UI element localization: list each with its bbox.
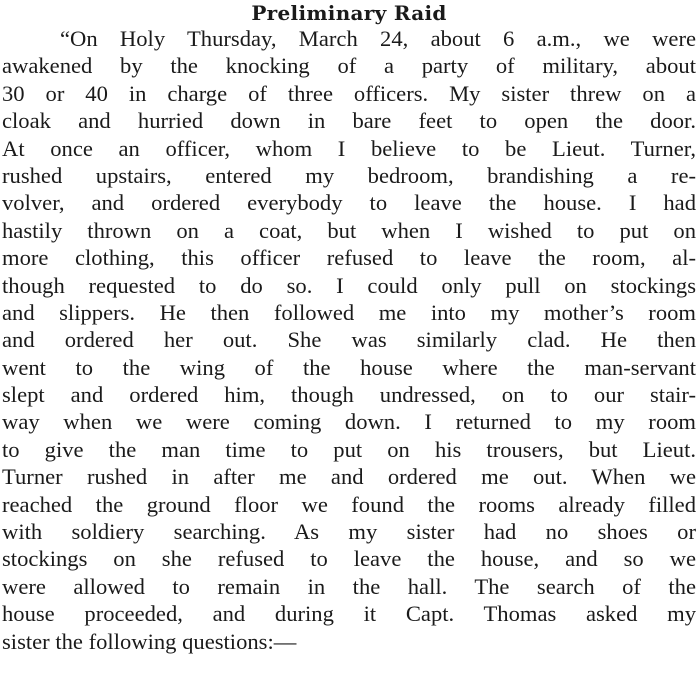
text-line: volver, and ordered everybody to leave the house. I had (2, 190, 696, 216)
text-line: hastily thrown on a coat, but when I wished to put on (2, 217, 696, 243)
text-line: rushed upstairs, entered my bedroom, brandishing a re- (2, 162, 696, 188)
text-line: slept and ordered him, though undressed, on to our stair- (2, 382, 696, 408)
text-line: with soldiery searching. As my sister had no shoes or (2, 519, 696, 545)
text-line: way when we were coming down. I returned to my room (2, 409, 696, 435)
text-line: cloak and hurried down in bare feet to open the door. (2, 108, 696, 134)
text-line: were allowed to remain in the hall. The search of the (2, 573, 696, 599)
text-line: though requested to do so. I could only pull on stockings (2, 272, 696, 298)
text-line: Turner rushed in after me and ordered me out. When we (2, 464, 696, 490)
article-headline: Preliminary Raid (251, 1, 447, 25)
text-line: reached the ground floor we found the rooms already filled (2, 491, 696, 517)
text-line: 30 or 40 in charge of three officers. My sister threw on a (2, 80, 696, 106)
text-line: At once an officer, whom I believe to be Lieut. Turner, (2, 135, 696, 161)
text-line: more clothing, this officer refused to leave the room, al- (2, 245, 696, 271)
text-line: sister the following questions:— (2, 628, 297, 654)
text-line: and slippers. He then followed me into my mother’s room (2, 299, 696, 325)
text-line: to give the man time to put on his trousers, but Lieut. (2, 436, 696, 462)
text-line: and ordered her out. She was similarly clad. He then (2, 327, 696, 353)
text-line: house proceeded, and during it Capt. Thomas asked my (2, 601, 696, 627)
text-line: stockings on she refused to leave the house, and so we (2, 546, 696, 572)
text-line: awakened by the knocking of a party of military, about (2, 53, 696, 79)
article-body (2, 25, 696, 655)
text-line: went to the wing of the house where the man-servant (2, 354, 696, 380)
text-line: “On Holy Thursday, March 24, about 6 a.m., we were (60, 26, 696, 51)
